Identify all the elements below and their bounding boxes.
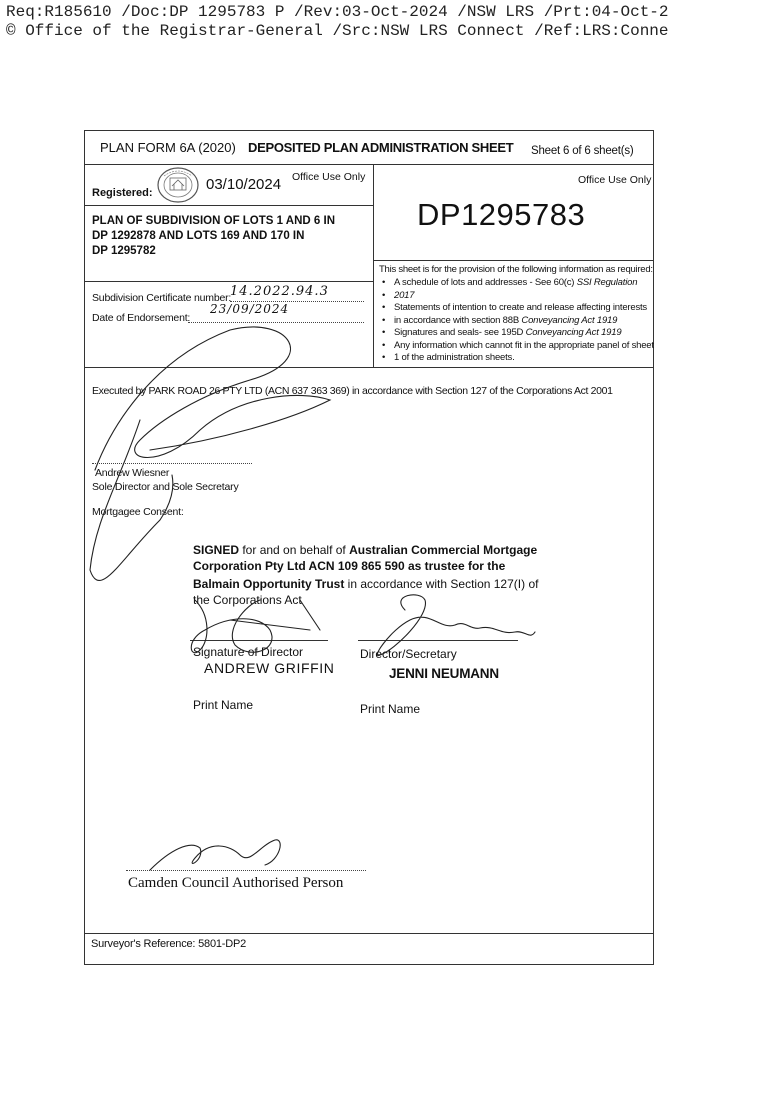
requirement-item: • Any information which cannot fit in the appropriate panel of sheet xyxy=(380,340,654,352)
requirements-list xyxy=(380,277,654,365)
divider-plan-title xyxy=(84,281,373,282)
surveyor-reference: Surveyor's Reference: 5801-DP2 xyxy=(91,938,247,950)
signer-dotted-line xyxy=(92,463,252,464)
header-line-2: © Office of the Registrar-General /Src:NSW LRS Connect /Ref:LRS:Conne xyxy=(6,22,669,40)
divider-top-section xyxy=(84,367,654,368)
registrar-seal xyxy=(156,166,200,209)
requirement-item: • Statements of intention to create and release affecting interests xyxy=(380,302,654,314)
header-line-1: Req:R185610 /Doc:DP 1295783 P /Rev:03-Oct-2024 /NSW LRS /Prt:04-Oct-2 xyxy=(6,3,669,21)
director-signature-line xyxy=(190,640,328,641)
requirement-item: • Signatures and seals- see 195D Conveyancing Act 1919 xyxy=(380,327,654,339)
plan-form-label: PLAN FORM 6A (2020) xyxy=(100,140,236,155)
signature-director-label: Signature of Director xyxy=(193,645,304,659)
divider-registered xyxy=(84,205,373,206)
office-use-left: Office Use Only xyxy=(292,171,366,183)
divider-surveyor xyxy=(84,933,654,934)
mortgagee-consent-label: Mortgagee Consent: xyxy=(92,506,184,518)
requirements-intro: This sheet is for the provision of the following information as required: xyxy=(379,264,653,275)
divider-vertical xyxy=(373,164,374,367)
requirement-item: • in accordance with section 88B Conveyancing Act 1919 xyxy=(380,315,654,327)
signed-para-line-3: Balmain Opportunity Trust in accordance with Section 127(I) of xyxy=(193,577,539,591)
registered-label: Registered: xyxy=(92,187,153,199)
signed-para-line-4: the Corporations Act xyxy=(193,593,302,607)
signer-role: Sole Director and Sole Secretary xyxy=(92,481,239,493)
subdivision-cert-value: 14.2022.94.3 xyxy=(230,284,329,299)
council-dotted-line xyxy=(126,870,366,871)
council-authorised-label: Camden Council Authorised Person xyxy=(128,875,344,891)
director-name: ANDREW GRIFFIN xyxy=(204,660,335,676)
endorsement-dotted-line xyxy=(188,322,364,323)
secretary-signature-line xyxy=(358,640,518,641)
endorsement-value: 23/09/2024 xyxy=(210,302,290,316)
print-name-left: Print Name xyxy=(193,698,254,712)
dp-number: DP1295783 xyxy=(417,197,586,232)
requirement-item: • 2017 xyxy=(380,290,654,302)
divider-title xyxy=(84,164,654,165)
sheet-title: DEPOSITED PLAN ADMINISTRATION SHEET xyxy=(248,140,514,155)
subdivision-cert-label: Subdivision Certificate number: xyxy=(92,292,232,304)
executed-statement: Executed by PARK ROAD 26 PTY LTD (ACN 637 363 369) in accordance with Section 127 of the Corporations Act 2001 xyxy=(92,385,613,397)
sheet-count: Sheet 6 of 6 sheet(s) xyxy=(531,145,634,157)
plan-title-line-3: DP 1295782 xyxy=(92,245,156,257)
signed-para-line-2: Corporation Pty Ltd ACN 109 865 590 as trustee for the xyxy=(193,559,506,573)
signed-para-line-1: SIGNED for and on behalf of Australian Commercial Mortgage xyxy=(193,543,538,557)
print-name-right: Print Name xyxy=(360,702,421,716)
plan-title-line-2: DP 1292878 AND LOTS 169 AND 170 IN xyxy=(92,230,305,242)
requirement-item: • A schedule of lots and addresses - See 60(c) SSI Regulation xyxy=(380,277,654,289)
signer-name: Andrew Wiesner xyxy=(95,467,170,479)
registered-date: 03/10/2024 xyxy=(206,176,282,193)
divider-dp xyxy=(373,260,654,261)
endorsement-label: Date of Endorsement: xyxy=(92,312,191,324)
director-secretary-label: Director/Secretary xyxy=(360,647,457,661)
secretary-name: JENNI NEUMANN xyxy=(389,666,499,681)
requirement-item: • 1 of the administration sheets. xyxy=(380,352,654,364)
office-use-right: Office Use Only xyxy=(578,174,652,186)
plan-title-line-1: PLAN OF SUBDIVISION OF LOTS 1 AND 6 IN xyxy=(92,215,336,227)
